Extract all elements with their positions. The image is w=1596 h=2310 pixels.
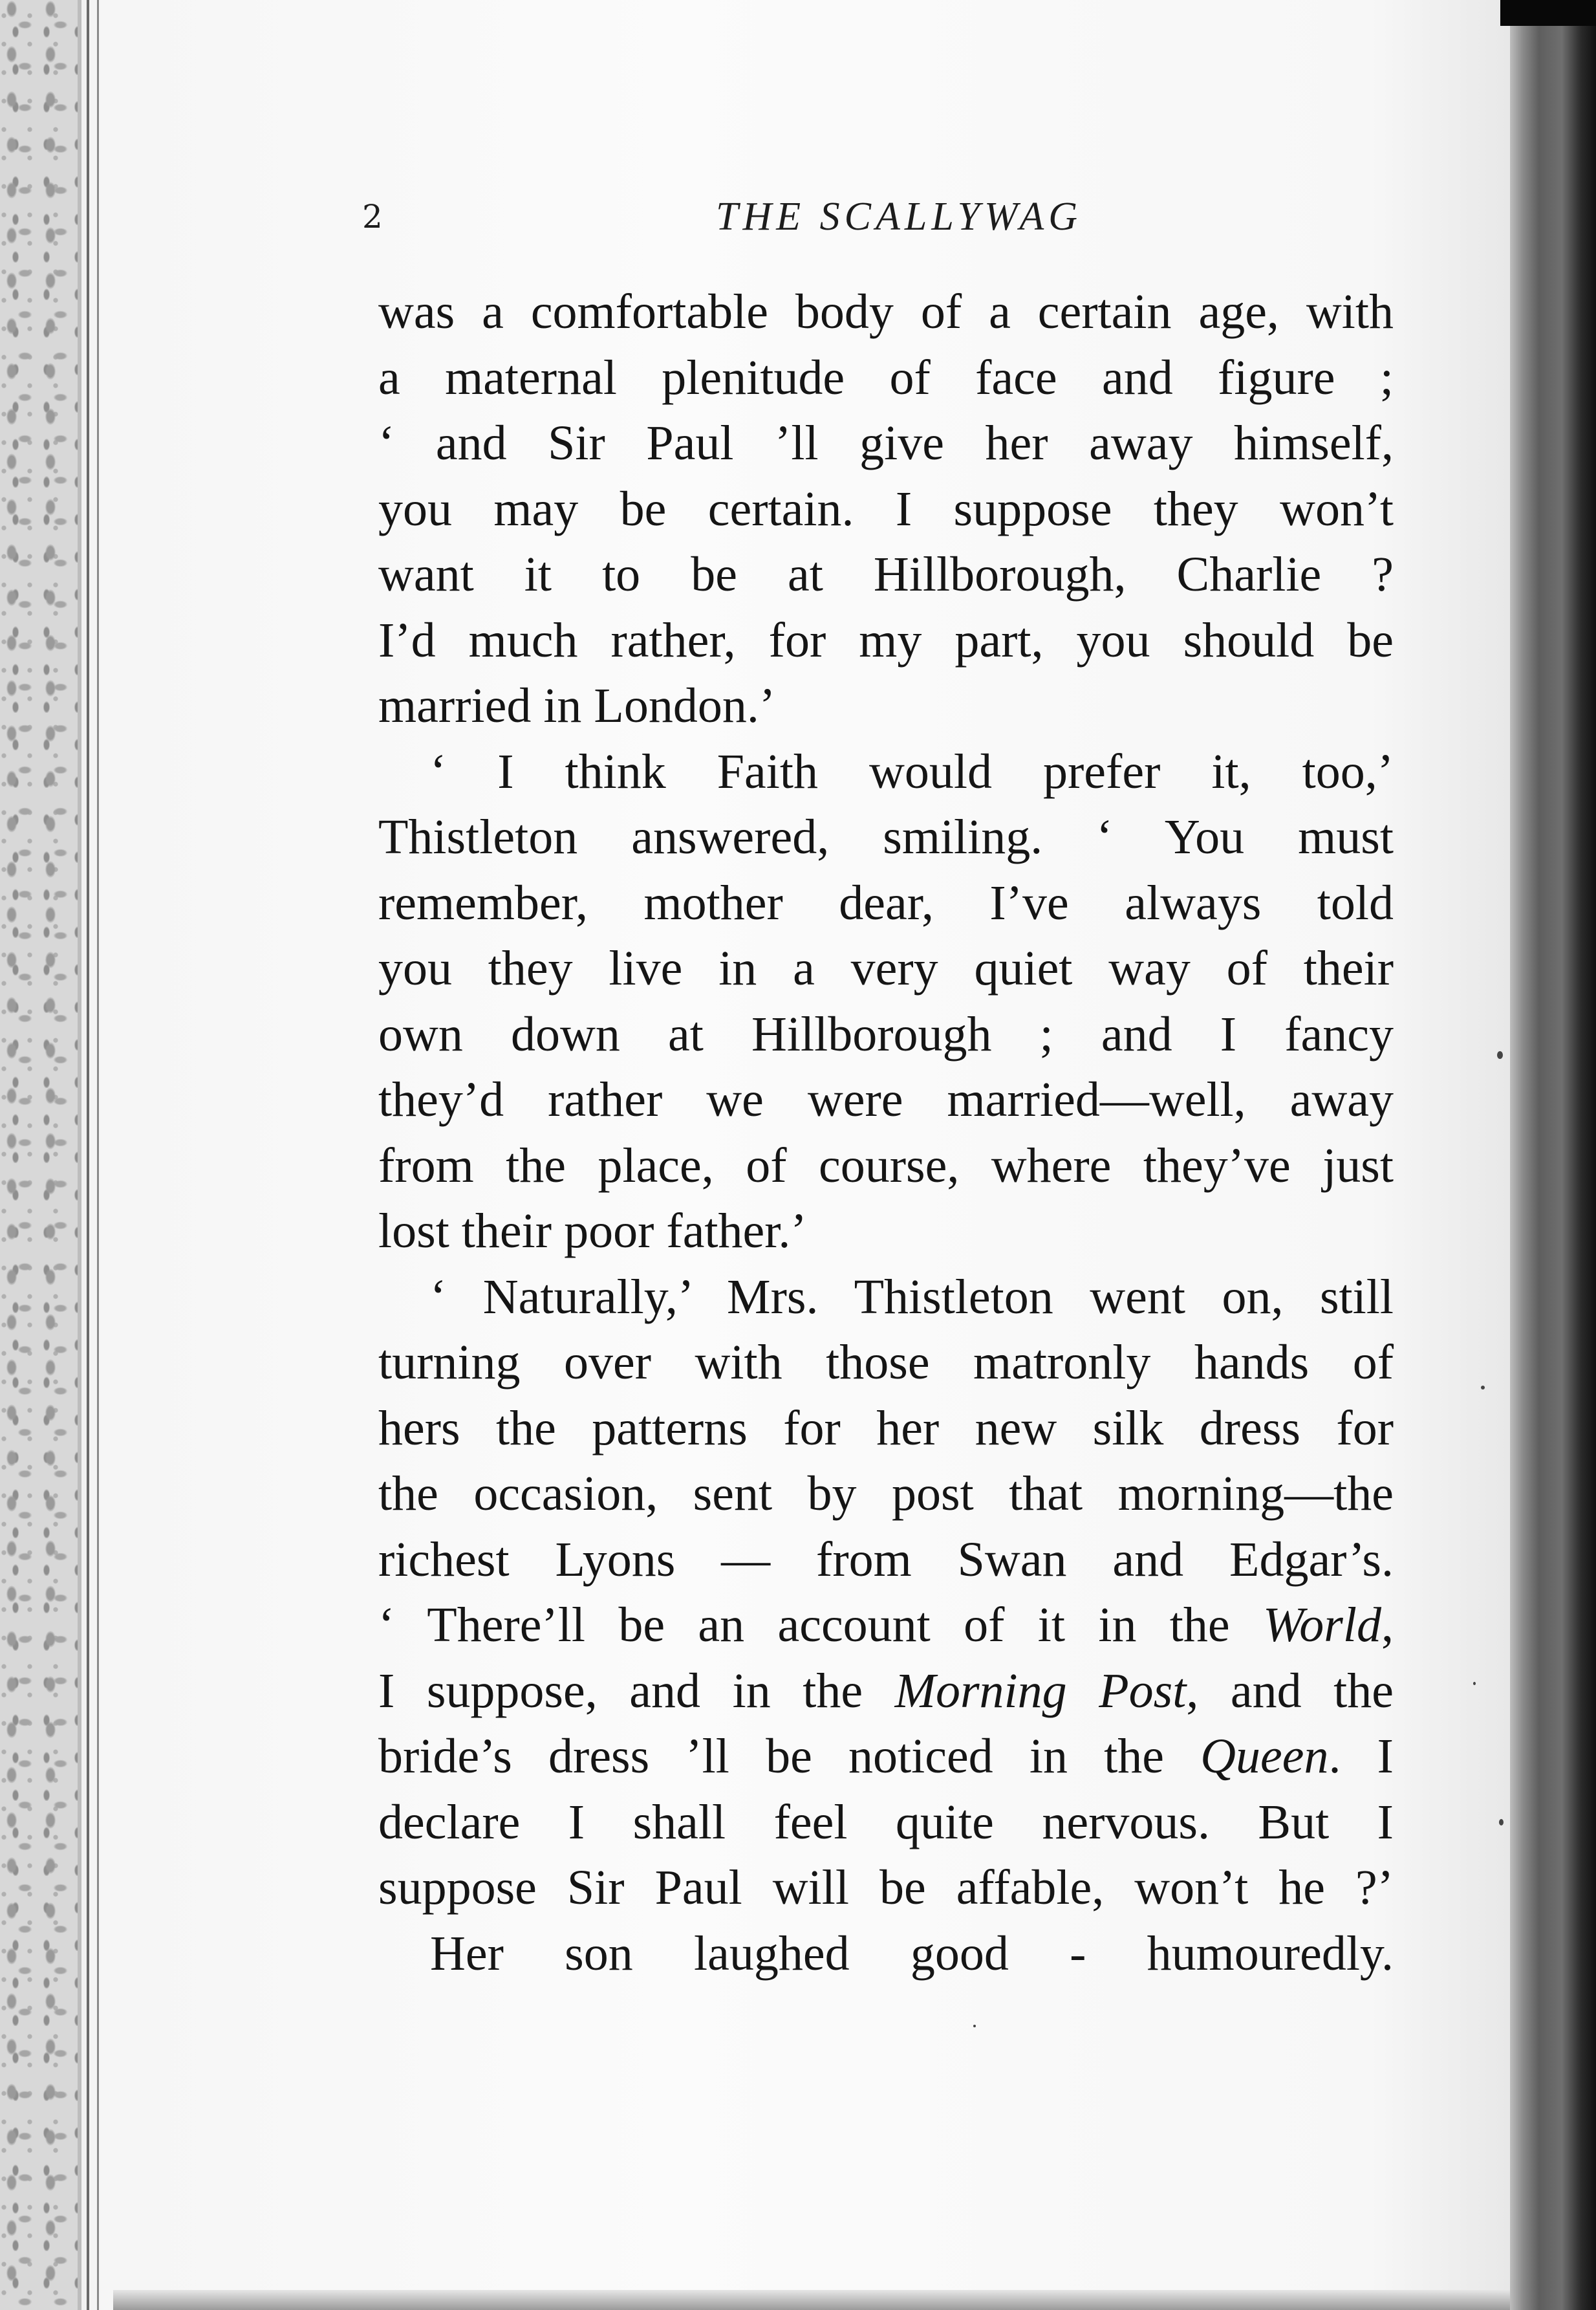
italic-title: World xyxy=(1262,1598,1381,1652)
binding-gutter xyxy=(78,0,113,2310)
text-line: Her son laughed good - humouredly. xyxy=(430,1926,1394,1981)
page-bottom-edge xyxy=(113,2290,1510,2310)
italic-title: Morning Post xyxy=(894,1663,1187,1718)
text-line-segment: I suppose, and in the xyxy=(378,1663,895,1718)
text-line: turning over with those matronly hands of xyxy=(378,1335,1394,1389)
scan-speck xyxy=(1499,1819,1504,1825)
text-line-segment: , xyxy=(1381,1598,1394,1652)
italic-title: Queen xyxy=(1200,1729,1329,1783)
text-line: Thistleton answered, smiling. ‘ You must xyxy=(378,810,1394,864)
text-line xyxy=(378,1593,1394,1659)
text-line xyxy=(378,1659,1394,1725)
text-line-segment: , and the xyxy=(1186,1663,1394,1718)
text-line: remember, mother dear, I’ve always told xyxy=(378,875,1394,930)
scan-speck xyxy=(973,2025,976,2027)
scan-background-corner xyxy=(1500,0,1596,26)
patterned-endpaper xyxy=(0,0,78,2310)
text-line: richest Lyons — from Swan and Edgar’s. xyxy=(378,1532,1394,1587)
scan-speck xyxy=(1481,1386,1485,1389)
running-title: THE SCALLYWAG xyxy=(715,195,1083,239)
text-line-segment: ‘ There’ll be an account of it in the xyxy=(378,1598,1263,1652)
text-line: want it to be at Hillborough, Charlie ? xyxy=(378,547,1394,602)
text-line: lost their poor father.’ xyxy=(378,1204,807,1258)
text-line: married in London.’ xyxy=(378,679,776,733)
text-line: from the place, of course, where they’ve just xyxy=(378,1138,1394,1193)
text-line: declare I shall feel quite nervous. But I xyxy=(378,1794,1394,1849)
body-text xyxy=(378,279,1394,1987)
text-line: a maternal plenitude of face and figure ; xyxy=(378,350,1394,405)
text-line: hers the patterns for her new silk dress for xyxy=(378,1400,1394,1455)
text-line: they’d rather we were married—well, away xyxy=(378,1073,1394,1127)
text-line: you may be certain. I suppose they won’t xyxy=(378,481,1394,536)
text-line: ‘ and Sir Paul ’ll give her away himself, xyxy=(378,416,1394,470)
text-line xyxy=(378,1724,1394,1790)
text-line: I’d much rather, for my part, you should be xyxy=(378,613,1394,668)
running-head xyxy=(362,188,1436,246)
text-line: was a comfortable body of a certain age, with xyxy=(378,285,1394,339)
text-line: ‘ Naturally,’ Mrs. Thistleton went on, still xyxy=(430,1269,1394,1324)
scan-speck xyxy=(1473,1682,1476,1685)
text-line-segment: . I xyxy=(1328,1729,1394,1783)
page-right-edge-shadow xyxy=(1510,0,1596,2310)
text-line-segment: bride’s dress ’ll be noticed in the xyxy=(378,1729,1201,1783)
page-number: 2 xyxy=(362,198,383,235)
text-line: you they live in a very quiet way of their xyxy=(378,941,1394,996)
text-line: suppose Sir Paul will be affable, won’t he ?’ xyxy=(378,1860,1394,1915)
text-line: own down at Hillborough ; and I fancy xyxy=(378,1007,1394,1062)
text-line: the occasion, sent by post that morning—the xyxy=(378,1466,1394,1521)
text-line: ‘ I think Faith would prefer it, too,’ xyxy=(430,744,1394,799)
scan-speck xyxy=(1497,1051,1503,1059)
